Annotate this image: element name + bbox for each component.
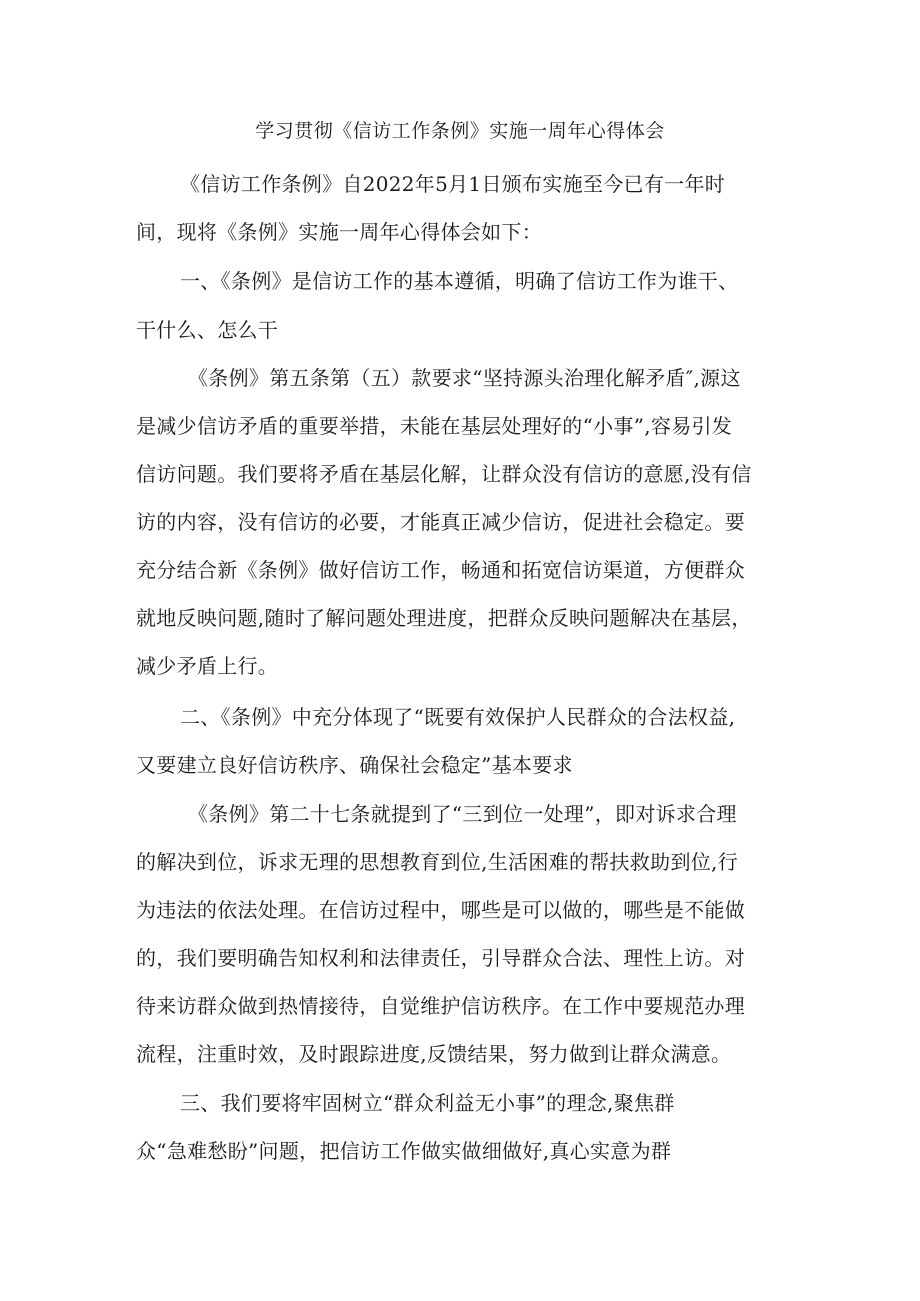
paragraph-line: 《信访工作条例》自2022年5月1日颁布实施至今已有一年时 (180, 172, 726, 196)
paragraph-line: 众“急难愁盼”问题，把信访工作做实做细做好,真心实意为群 (136, 1139, 672, 1163)
section-heading-line: 又要建立良好信访秩序、确保社会稳定”基本要求 (136, 753, 573, 777)
paragraph-line: 充分结合新《条例》做好信访工作，畅通和拓宽信访渠道，方便群众 (136, 558, 745, 582)
paragraph-line: 间，现将《条例》实施一周年心得体会如下： (136, 220, 542, 244)
paragraph-line: 待来访群众做到热情接待，自觉维护信访秩序。在工作中要规范办理 (136, 994, 745, 1018)
paragraph-line: 《条例》第二十七条就提到了“三到位一处理”，即对诉求合理 (188, 802, 737, 826)
section-heading-line: 三、我们要将牢固树立“群众利益无小事”的理念,聚焦群 (180, 1091, 675, 1115)
paragraph-line: 《条例》第五条第（五）款要求“坚持源头治理化解矛盾″,源这 (188, 366, 741, 390)
paragraph-line: 信访问题。我们要将矛盾在基层化解，让群众没有信访的意愿,没有信 (136, 462, 752, 486)
section-heading-line: 二、《条例》中充分体现了“既要有效保护人民群众的合法权益, (180, 705, 736, 729)
document-title: 学习贯彻《信访工作条例》实施一周年心得体会 (255, 120, 665, 142)
paragraph-line: 就地反映问题,随时了解问题处理进度，把群众反映问题解决在基层， (136, 606, 752, 630)
section-heading-line: 一、《条例》是信访工作的基本遵循，明确了信访工作为谁干、 (180, 269, 739, 293)
section-heading-line: 干什么、怎么干 (136, 318, 279, 342)
paragraph-line: 为违法的依法处理。在信访过程中，哪些是可以做的，哪些是不能做 (136, 898, 745, 922)
paragraph-line: 访的内容，没有信访的必要，才能真正减少信访，促进社会稳定。要 (136, 510, 745, 534)
paragraph-line: 是减少信访矛盾的重要举措，未能在基层处理好的“小事”,容易引发 (136, 414, 733, 438)
paragraph-line: 流程，注重时效，及时跟踪进度,反馈结果，努力做到让群众满意。 (136, 1042, 732, 1066)
paragraph-line: 的，我们要明确告知权利和法律责任，引导群众合法、理性上访。对 (136, 946, 745, 970)
paragraph-line: 的解决到位，诉求无理的思想教育到位,生活困难的帮扶救助到位,行 (136, 850, 739, 874)
paragraph-line: 减少矛盾上行。 (136, 654, 279, 678)
